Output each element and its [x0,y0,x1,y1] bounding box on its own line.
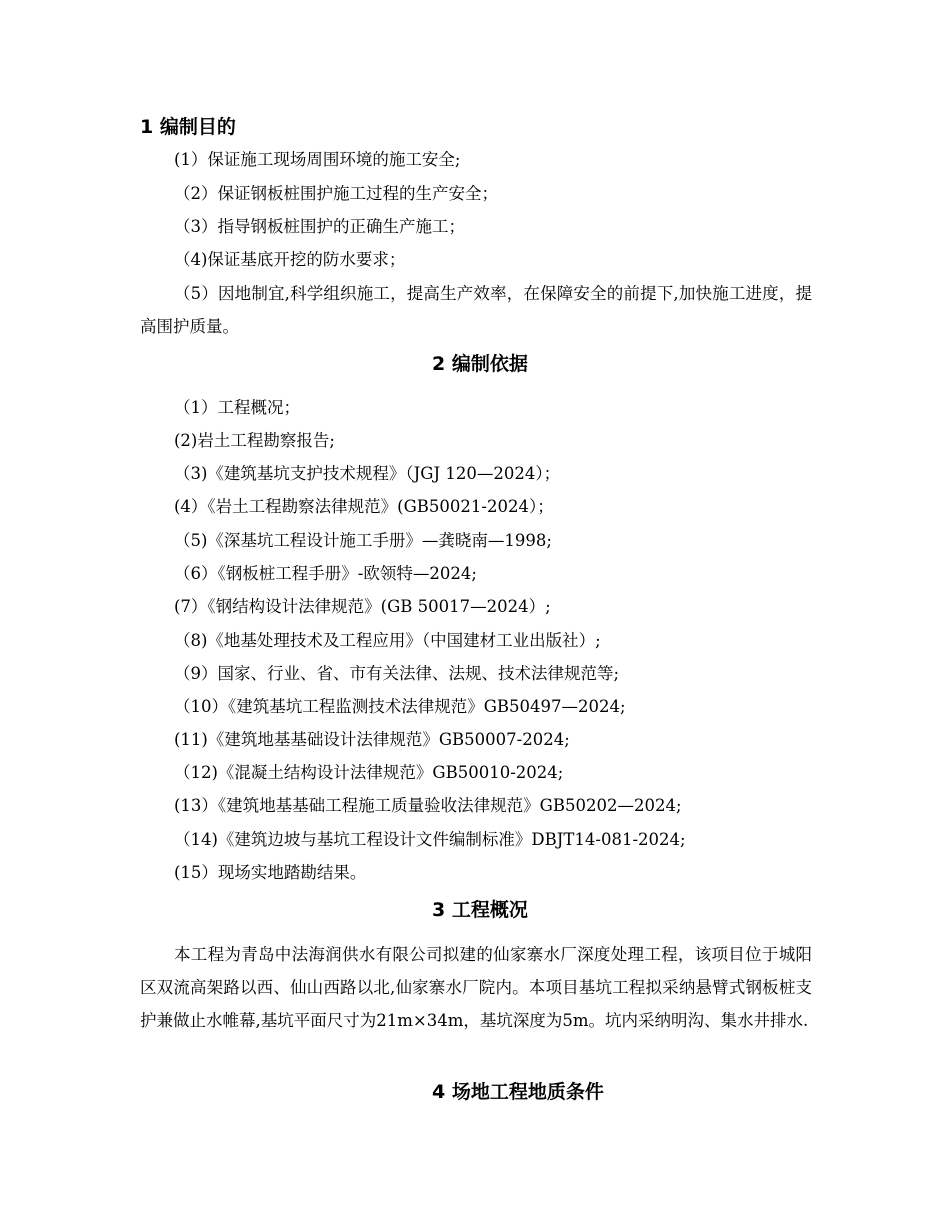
section-1-item-1: (1）保证施工现场周围环境的施工安全; [174,150,461,169]
section-1-item-3: （3）指导钢板桩围护的正确生产施工； [174,217,465,236]
section-2-item-8: （8)《地基处理技术及工程应用》（中国建材工业出版社）; [174,631,601,650]
section-1-item-2: （2）保证钢板桩围护施工过程的生产安全； [174,184,498,203]
section-2-item-12: （12)《混凝土结构设计法律规范》GB50010-2024; [174,763,564,782]
section-2-item-2: (2)岩土工程勘察报告; [174,431,335,450]
section-2-item-6: （6）《钢板桩工程手册》-欧领特—2024; [174,564,477,583]
section-2-item-11: (11)《建筑地基基础设计法律规范》GB50007-2024; [174,730,570,749]
section-1-item-5: （5）因地制宜,科学组织施工，提高生产效率，在保障安全的前提下,加快施工进度，提高围护质量。 [140,284,812,336]
section-4-heading: 4 场地工程地质条件 [432,1081,604,1103]
section-2-item-15: (15）现场实地踏勘结果。 [174,863,367,882]
section-2-item-4: (4）《岩土工程勘察法律规范》(GB50021-2024）； [174,497,554,516]
section-2-item-13: (13）《建筑地基基础工程施工质量验收法律规范》GB50202—2024; [174,796,682,815]
section-2-heading: 2 编制依据 [432,353,528,375]
section-2-item-9: （9）国家、行业、省、市有关法律、法规、技术法律规范等; [174,664,620,683]
section-1-item-4: （4)保证基底开挖的防水要求； [174,250,406,269]
section-2-item-1: （1）工程概况； [174,398,300,417]
section-2-item-10: （10）《建筑基坑工程监测技术法律规范》GB50497—2024; [174,697,626,716]
section-2-item-5: （5)《深基坑工程设计施工手册》—龚晓南—1998; [174,531,552,550]
section-2-item-3: （3)《建筑基坑支护技术规程》（JGJ 120—2024）； [174,464,561,483]
section-2-item-14: （14)《建筑边坡与基坑工程设计文件编制标准》DBJT14-081-2024; [174,830,686,849]
section-1-heading: 1 编制目的 [140,116,236,138]
section-3-heading: 3 工程概况 [432,899,528,921]
section-3-paragraph: 本工程为青岛中法海润供水有限公司拟建的仙家寨水厂深度处理工程，该项目位于城阳区双流高架路以西、仙山西路以北,仙家寨水厂院内。本项目基坑工程拟采纳悬臂式钢板桩支护兼做止水帷幕,基坑平面尺寸为21m×34m，基坑深度为5m。坑内采纳明沟、集水井排水. [140,945,812,1030]
section-2-item-7: (7）《钢结构设计法律规范》(GB 50017—2024）; [174,597,551,616]
